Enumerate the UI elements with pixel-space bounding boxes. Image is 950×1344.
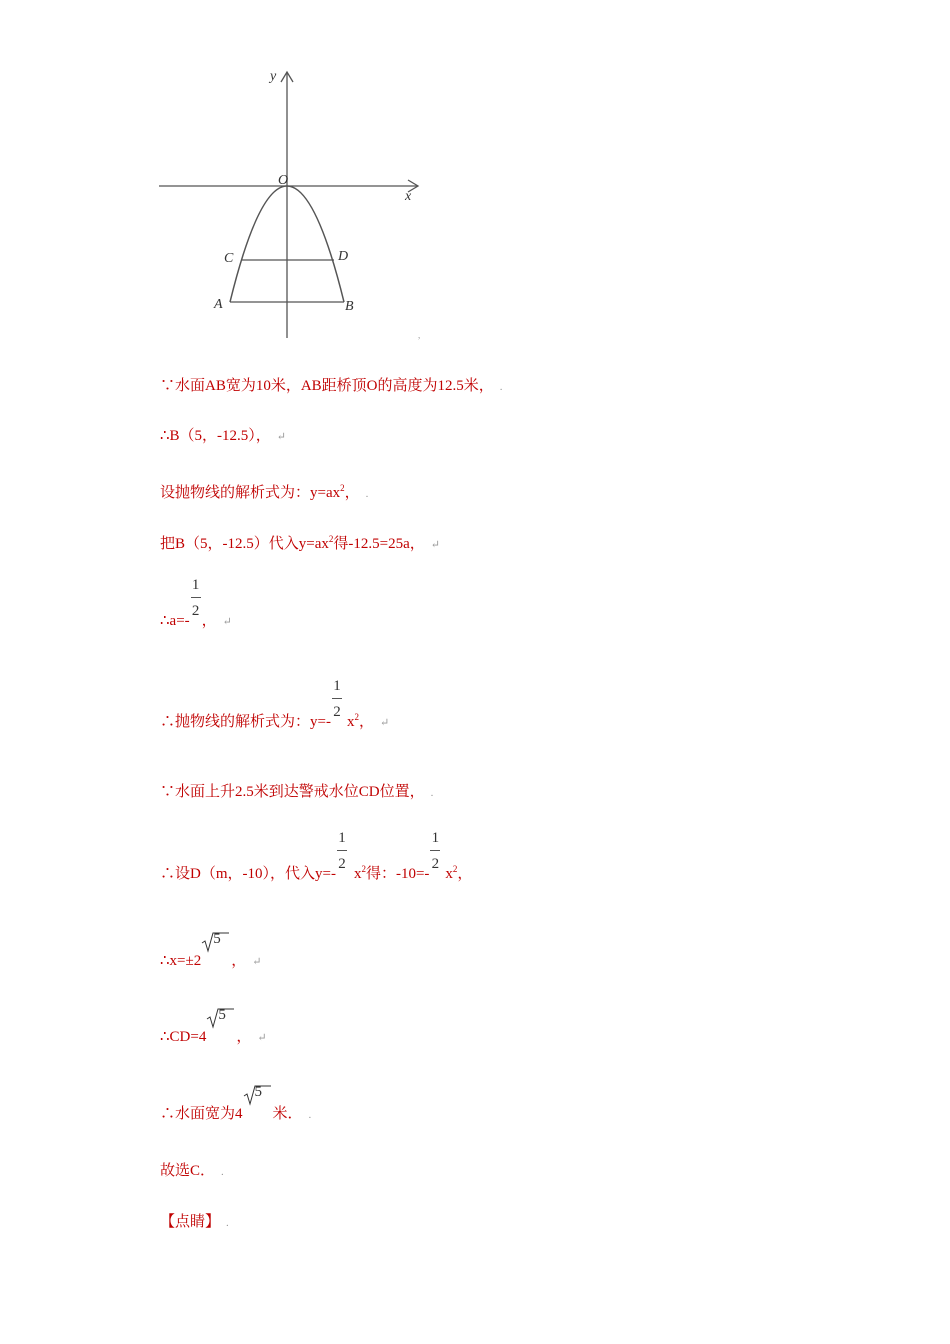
fraction-denominator: 2	[338, 856, 346, 872]
line-8-text-d: x	[445, 866, 453, 882]
fraction-half	[429, 830, 441, 878]
para-mark: ↵	[257, 1032, 267, 1044]
fraction-denominator: 2	[191, 603, 200, 619]
line-9-text-b: ，	[231, 953, 247, 969]
radicand: 5	[213, 931, 221, 947]
fraction-half	[331, 678, 343, 726]
line-6-text-c: ，	[358, 714, 374, 730]
radicand: 5	[254, 1084, 263, 1100]
fraction-bar	[337, 850, 347, 851]
line-9	[160, 931, 262, 972]
para-mark: .	[365, 488, 369, 500]
para-mark: ↵	[379, 717, 390, 729]
sqrt-five	[243, 1084, 269, 1118]
fraction-bar	[430, 850, 440, 851]
line-1-text: ∵水面AB宽为10米，AB距桥顶O的高度为12.5米，	[160, 378, 494, 394]
line-6-text-a: ∴抛物线的解析式为：y=-	[160, 714, 331, 730]
line-5-text-b: ，	[201, 613, 217, 629]
line-8	[160, 830, 473, 884]
sqrt-five	[201, 931, 227, 965]
comment-heading: 【点睛】	[160, 1214, 221, 1230]
line-6-exponent: 2	[354, 712, 359, 722]
line-5	[160, 577, 232, 632]
label-a: A	[214, 297, 223, 312]
para-mark: ↵	[222, 616, 232, 628]
line-7	[160, 782, 433, 803]
radicand: 5	[218, 1007, 226, 1023]
line-8-exponent-1: 2	[361, 864, 366, 874]
line-8-text-a: ∴设D（m，-10），代入y=-	[160, 866, 336, 882]
para-mark: .	[308, 1109, 312, 1121]
fraction-half	[190, 577, 202, 625]
label-o: O	[278, 173, 289, 188]
line-11	[160, 1084, 312, 1125]
fraction-denominator: 2	[431, 856, 440, 872]
line-10-text-a: ∴CD=4	[160, 1029, 207, 1045]
parabola-figure	[150, 60, 440, 350]
line-2-text: ∴B（5，-12.5），	[160, 428, 271, 444]
line-3-exponent: 2	[340, 483, 345, 493]
line-6-text-b: x	[346, 714, 355, 730]
fraction-numerator: 1	[191, 577, 200, 593]
line-8-text-c: 得：-10=-	[365, 866, 430, 882]
line-4-exponent: 2	[328, 534, 334, 544]
line-7-text: ∵水面上升2.5米到达警戒水位CD位置，	[160, 784, 425, 800]
label-y: y	[270, 69, 277, 84]
line-3	[160, 478, 368, 504]
line-11-text-a: ∴水面宽为4	[160, 1106, 243, 1122]
label-x: x	[405, 189, 412, 204]
fraction-numerator: 1	[333, 678, 341, 694]
line-8-text-e: ，	[457, 866, 473, 882]
line-10-text-b: ，	[236, 1029, 252, 1045]
fraction-bar	[191, 597, 201, 598]
label-d: D	[338, 249, 349, 264]
line-4	[160, 529, 440, 555]
para-mark: .	[226, 1217, 229, 1229]
line-5-text-a: ∴a=-	[160, 613, 190, 629]
line-2	[160, 426, 286, 447]
para-mark: ↵	[430, 539, 440, 551]
para-mark: .	[499, 381, 503, 393]
para-mark: ↵	[252, 956, 262, 968]
figure-mark: ,	[418, 330, 421, 340]
line-8-text-b: x	[353, 866, 362, 882]
para-mark: .	[221, 1166, 224, 1178]
line-11-text-b: 米．	[272, 1106, 303, 1122]
label-b: B	[345, 299, 354, 314]
line-9-text-a: ∴x=±2	[160, 953, 202, 969]
line-3-text-a: 设抛物线的解析式为：y=ax	[160, 485, 341, 501]
label-c: C	[224, 251, 234, 266]
line-6	[160, 678, 390, 733]
line-8-exponent-2: 2	[452, 864, 458, 874]
line-13	[160, 1212, 229, 1233]
line-4-text-b: 得-12.5=25a，	[333, 536, 425, 552]
fraction-denominator: 2	[333, 704, 341, 720]
line-1	[160, 376, 503, 397]
fraction-bar	[332, 698, 342, 699]
fraction-half	[336, 830, 348, 878]
line-4-text-a: 把B（5，-12.5）代入y=ax	[160, 536, 329, 552]
para-mark: ↵	[276, 431, 287, 443]
line-12-text: 故选C．	[160, 1163, 216, 1179]
fraction-numerator: 1	[338, 830, 346, 846]
line-3-text-b: ，	[344, 485, 360, 501]
line-12	[160, 1161, 224, 1182]
para-mark: .	[430, 787, 434, 799]
sqrt-five	[206, 1007, 232, 1041]
fraction-numerator: 1	[431, 830, 440, 846]
line-10	[160, 1007, 267, 1048]
